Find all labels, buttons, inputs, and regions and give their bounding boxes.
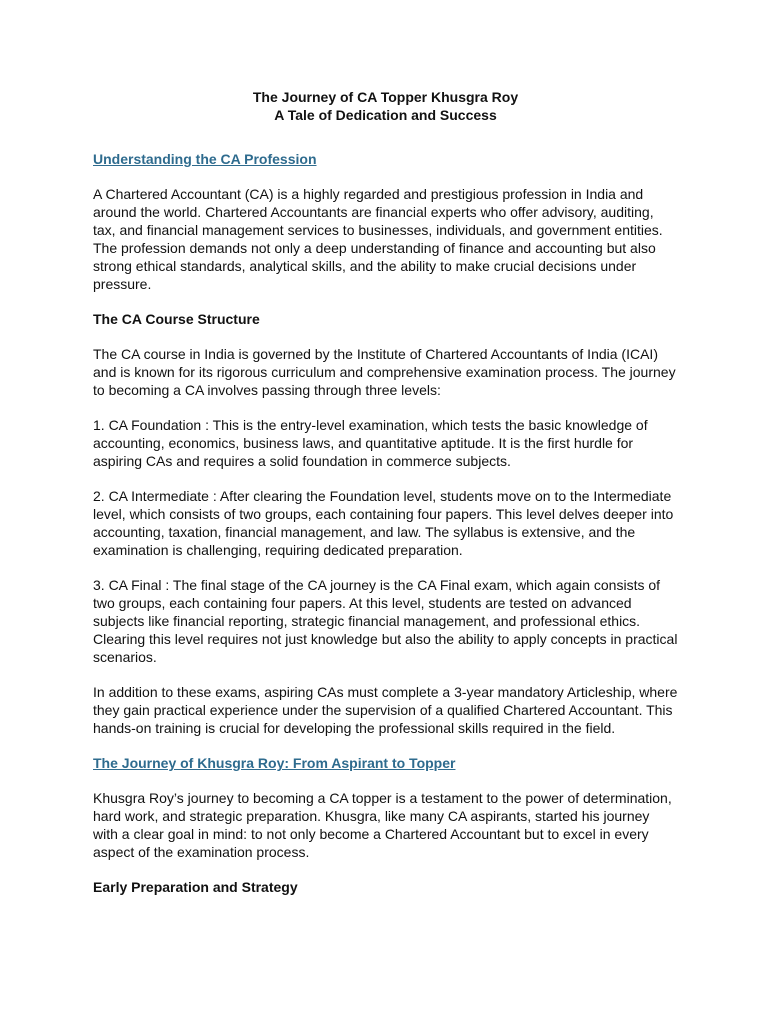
document-page	[93, 88, 678, 913]
early-preparation-heading: Early Preparation and Strategy	[93, 879, 298, 895]
understanding-heading-link[interactable]: Understanding the CA Profession	[93, 151, 317, 167]
journey-paragraph: Khusgra Roy’s journey to becoming a CA topper is a testament to the power of determination, hard work, and strategic preparation. Khusgra, like many CA aspirants, started his journey with a clear goal in mind: to not only become a Chartered Accountant but to excel in every aspect of the examination process.	[93, 790, 672, 860]
course-structure-paragraph: The CA course in India is governed by the Institute of Chartered Accountants of India (ICAI) and is known for its rigorous curriculum and comprehensive examination process. The journey to becoming a CA involves passing through three levels:	[93, 346, 676, 398]
level-intermediate-item: 2. CA Intermediate : After clearing the Foundation level, students move on to the Intermediate level, which consists of two groups, each containing four papers. This level delves deeper into accounting, taxation, financial management, and law. The syllabus is extensive, and the examination is challenging, requiring dedicated preparation.	[93, 488, 674, 558]
understanding-paragraph: A Chartered Accountant (CA) is a highly regarded and prestigious profession in India and around the world. Chartered Accountants are financial experts who offer advisory, auditing, tax, and financial management services to businesses, individuals, and government entities. The profession demands not only a deep understanding of finance and accounting but also strong ethical standards, analytical skills, and the ability to make crucial decisions under pressure.	[93, 186, 663, 292]
level-foundation-item: 1. CA Foundation : This is the entry-level examination, which tests the basic knowledge of accounting, economics, business laws, and quantitative aptitude. It is the first hurdle for aspiring CAs and requires a solid foundation in commerce subjects.	[93, 417, 648, 469]
title-line-2: A Tale of Dedication and Success	[274, 107, 497, 123]
document-title	[93, 88, 678, 124]
title-line-1: The Journey of CA Topper Khusgra Roy	[252, 89, 519, 105]
course-structure-heading: The CA Course Structure	[93, 311, 260, 327]
articleship-paragraph: In addition to these exams, aspiring CAs must complete a 3-year mandatory Articleship, where they gain practical experience under the supervision of a qualified Chartered Accountant. This hands-on training is crucial for developing the professional skills required in the field.	[93, 684, 678, 736]
journey-heading-link[interactable]: The Journey of Khusgra Roy: From Aspirant to Topper	[93, 755, 456, 771]
level-final-item: 3. CA Final : The final stage of the CA journey is the CA Final exam, which again consists of two groups, each containing four papers. At this level, students are tested on advanced subjects like financial reporting, strategic financial management, and professional ethics. Clearing this level requires not just knowledge but also the ability to apply concepts in practical scenarios.	[93, 577, 678, 665]
